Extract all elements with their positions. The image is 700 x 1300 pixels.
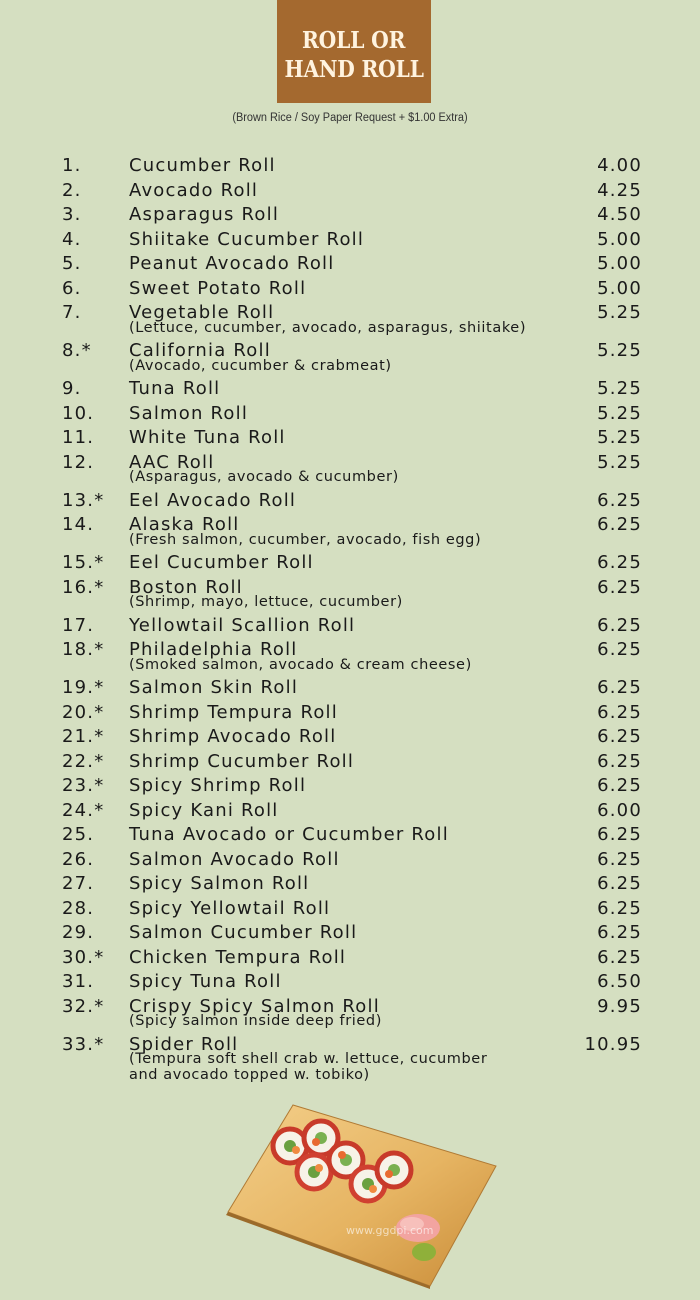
item-name: Sweet Potato Roll	[129, 277, 307, 299]
item-price: 6.25	[597, 897, 642, 919]
item-description: (Shrimp, mayo, lettuce, cucumber)	[129, 594, 403, 610]
item-price: 9.95	[597, 995, 642, 1017]
item-number: 20.*	[62, 701, 105, 723]
menu-item	[0, 848, 700, 873]
item-name: Alaska Roll	[129, 514, 240, 535]
section-title-line1: ROLL OR	[302, 26, 406, 54]
item-price: 6.25	[597, 922, 642, 943]
item-name: Spicy Kani Roll	[129, 799, 279, 821]
menu-item	[0, 576, 700, 614]
menu-item	[0, 402, 700, 427]
item-price: 5.25	[597, 340, 642, 361]
item-price: 5.25	[597, 427, 642, 448]
item-price: 6.25	[597, 824, 642, 845]
menu-item	[0, 1033, 700, 1087]
item-price: 4.25	[597, 179, 642, 201]
item-name: Shiitake Cucumber Roll	[129, 228, 365, 250]
item-price: 4.50	[597, 204, 642, 225]
menu-item	[0, 995, 700, 1033]
item-number: 33.*	[62, 1033, 105, 1055]
item-price: 5.25	[597, 378, 642, 399]
brown-rice-note: (Brown Rice / Soy Paper Request + $1.00 Extra)	[232, 112, 468, 124]
item-number: 3.	[62, 204, 82, 225]
item-name: Asparagus Roll	[129, 204, 280, 225]
menu-item	[0, 725, 700, 750]
item-description: (Smoked salmon, avocado & cream cheese)	[129, 656, 472, 673]
item-price: 6.25	[597, 775, 642, 796]
item-number: 18.*	[62, 639, 105, 660]
item-price: 6.00	[597, 799, 642, 821]
item-number: 6.	[62, 277, 82, 299]
item-name: Boston Roll	[129, 576, 243, 598]
item-description: (Asparagus, avocado & cucumber)	[129, 469, 399, 485]
item-number: 7.	[62, 302, 82, 323]
item-number: 24.*	[62, 799, 105, 821]
item-name: Tuna Avocado or Cucumber Roll	[129, 824, 449, 845]
photo-watermark: www.ggdpi.com	[346, 1224, 434, 1237]
item-number: 28.	[62, 897, 95, 919]
item-price: 6.25	[597, 750, 642, 772]
item-number: 16.*	[62, 576, 105, 598]
item-name: Tuna Roll	[129, 378, 221, 399]
menu-item	[0, 872, 700, 897]
item-name: Shrimp Cucumber Roll	[129, 750, 355, 772]
item-number: 17.	[62, 614, 95, 636]
item-name: Avocado Roll	[129, 179, 259, 201]
item-description: (Tempura soft shell crab w. lettuce, cucumber and avocado topped w. tobiko)	[129, 1051, 488, 1083]
item-description: (Lettuce, cucumber, avocado, asparagus, shiitake)	[129, 319, 527, 336]
item-price: 6.25	[597, 677, 642, 698]
item-number: 11.	[62, 427, 95, 448]
item-name: Chicken Tempura Roll	[129, 946, 347, 968]
item-price: 6.25	[597, 726, 642, 747]
menu-item	[0, 823, 700, 848]
menu-item	[0, 513, 700, 551]
item-number: 4.	[62, 228, 82, 250]
item-number: 14.	[62, 514, 95, 535]
item-name: Spicy Yellowtail Roll	[129, 897, 331, 919]
item-number: 19.*	[62, 677, 105, 698]
item-price: 4.00	[597, 155, 642, 176]
menu-item	[0, 946, 700, 971]
menu-item	[0, 921, 700, 946]
item-number: 12.	[62, 451, 95, 473]
item-number: 2.	[62, 179, 82, 201]
item-name: Spicy Tuna Roll	[129, 971, 282, 992]
item-name: Philadelphia Roll	[129, 639, 298, 660]
item-number: 21.*	[62, 726, 105, 747]
menu-item	[0, 203, 700, 228]
item-price: 6.25	[597, 576, 642, 598]
item-price: 5.00	[597, 277, 642, 299]
menu-item	[0, 339, 700, 377]
menu-item	[0, 799, 700, 824]
item-number: 32.*	[62, 995, 105, 1017]
menu-item	[0, 228, 700, 253]
item-number: 15.*	[62, 552, 105, 573]
item-price: 5.00	[597, 253, 642, 274]
item-name: Yellowtail Scallion Roll	[129, 614, 356, 636]
item-name: Salmon Cucumber Roll	[129, 922, 358, 943]
section-title-line2: HAND ROLL	[284, 55, 424, 83]
item-name: Shrimp Tempura Roll	[129, 701, 338, 723]
item-number: 1.	[62, 155, 82, 176]
item-name: AAC Roll	[129, 451, 215, 473]
item-price: 6.25	[597, 873, 642, 894]
item-name: Salmon Avocado Roll	[129, 848, 340, 870]
menu-item	[0, 377, 700, 402]
menu-item	[0, 676, 700, 701]
item-price: 6.25	[597, 848, 642, 870]
menu-item	[0, 451, 700, 489]
item-number: 23.*	[62, 775, 105, 796]
item-number: 9.	[62, 378, 82, 399]
menu-item	[0, 774, 700, 799]
item-number: 10.	[62, 402, 95, 424]
item-number: 26.	[62, 848, 95, 870]
menu-item	[0, 489, 700, 514]
item-name: Salmon Roll	[129, 402, 249, 424]
item-price: 6.25	[597, 489, 642, 511]
item-name: Vegetable Roll	[129, 302, 275, 323]
item-price: 6.25	[597, 639, 642, 660]
item-name: Salmon Skin Roll	[129, 677, 299, 698]
item-name: Shrimp Avocado Roll	[129, 726, 337, 747]
item-name: Spicy Salmon Roll	[129, 873, 310, 894]
item-price: 10.95	[584, 1033, 642, 1055]
sushi-photo	[218, 1100, 508, 1290]
item-number: 27.	[62, 873, 95, 894]
item-price: 6.25	[597, 552, 642, 573]
item-description: (Fresh salmon, cucumber, avocado, fish egg)	[129, 531, 482, 548]
item-number: 8.*	[62, 340, 92, 361]
item-number: 22.*	[62, 750, 105, 772]
menu-item	[0, 614, 700, 639]
menu-item	[0, 701, 700, 726]
item-number: 30.*	[62, 946, 105, 968]
wasabi	[412, 1243, 436, 1261]
item-price: 5.25	[597, 302, 642, 323]
menu-item	[0, 551, 700, 576]
item-name: Spicy Shrimp Roll	[129, 775, 307, 796]
menu-item	[0, 897, 700, 922]
item-description: (Spicy salmon inside deep fried)	[129, 1013, 382, 1029]
item-name: White Tuna Roll	[129, 427, 286, 448]
item-price: 6.25	[597, 946, 642, 968]
menu-item	[0, 301, 700, 339]
menu-item	[0, 426, 700, 451]
item-price: 6.25	[597, 701, 642, 723]
item-price: 5.25	[597, 402, 642, 424]
menu-item	[0, 252, 700, 277]
item-name: Spider Roll	[129, 1033, 239, 1055]
menu-item	[0, 638, 700, 676]
item-price: 6.25	[597, 514, 642, 535]
menu-list	[0, 154, 700, 1086]
item-name: Eel Cucumber Roll	[129, 552, 314, 573]
menu-item	[0, 154, 700, 179]
item-name: California Roll	[129, 340, 271, 361]
item-name: Peanut Avocado Roll	[129, 253, 335, 274]
item-number: 5.	[62, 253, 82, 274]
item-name: Eel Avocado Roll	[129, 489, 297, 511]
item-price: 6.25	[597, 614, 642, 636]
item-name: Cucumber Roll	[129, 155, 276, 176]
menu-item	[0, 970, 700, 995]
item-price: 5.25	[597, 451, 642, 473]
menu-item	[0, 277, 700, 302]
item-number: 31.	[62, 971, 95, 992]
item-number: 25.	[62, 824, 95, 845]
menu-item	[0, 750, 700, 775]
item-number: 13.*	[62, 489, 105, 511]
item-price: 5.00	[597, 228, 642, 250]
item-description: (Avocado, cucumber & crabmeat)	[129, 357, 392, 374]
item-number: 29.	[62, 922, 95, 943]
item-name: Crispy Spicy Salmon Roll	[129, 995, 380, 1017]
section-header	[277, 0, 431, 103]
item-price: 6.50	[597, 971, 642, 992]
menu-item	[0, 179, 700, 204]
